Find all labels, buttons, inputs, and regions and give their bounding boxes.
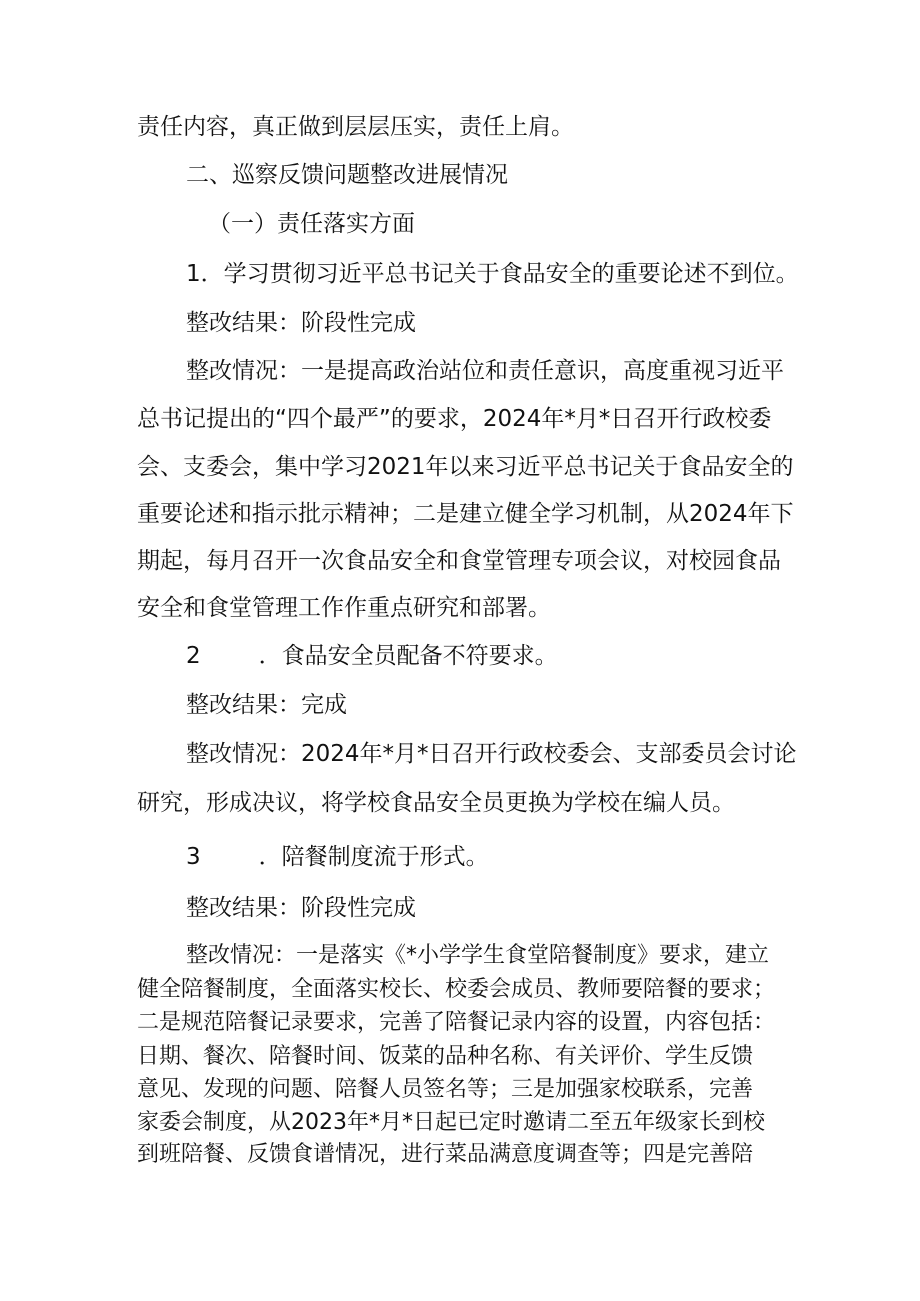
paragraph-line: 整改情况：一是落实《*小学学生食堂陪餐制度》要求，建立 <box>186 943 770 968</box>
paragraph-line: 二是规范陪餐记录要求，完善了陪餐记录内容的设置，内容包括： <box>137 1010 776 1035</box>
item-number: 3 <box>186 844 201 870</box>
paragraph-line: 安全和食堂管理工作作重点研究和部署。 <box>137 595 551 621</box>
paragraph-line: 整改情况：2024年*月*日召开行政校委会、支部委员会讨论 <box>186 741 797 767</box>
item-heading <box>186 641 558 671</box>
result-line: 整改结果：阶段性完成 <box>186 310 416 336</box>
paragraph-line: 整改情况：一是提高政治站位和责任意识，高度重视习近平 <box>186 358 784 384</box>
paragraph-line: 意见、发现的问题、陪餐人员签名等；三是加强家校联系，完善 <box>137 1077 754 1102</box>
result-line: 整改结果：完成 <box>186 692 347 718</box>
paragraph-line: 责任内容，真正做到层层压实，责任上肩。 <box>137 114 574 140</box>
paragraph-line: 重要论述和指示批示精神；二是建立健全学习机制，从2024年下 <box>137 501 794 527</box>
item-heading: 1．学习贯彻习近平总书记关于食品安全的重要论述不到位。 <box>186 261 799 287</box>
section-heading: 二、巡察反馈问题整改进展情况 <box>186 162 508 188</box>
item-number: 2 <box>186 643 201 669</box>
paragraph-line: 家委会制度，从2023年*月*日起已定时邀请二至五年级家长到校 <box>137 1110 765 1135</box>
item-title: ．陪餐制度流于形式。 <box>258 844 489 870</box>
item-title: ．食品安全员配备不符要求。 <box>258 643 558 669</box>
item-heading <box>186 842 489 872</box>
paragraph-line: 会、支委会，集中学习2021年以来习近平总书记关于食品安全的 <box>137 454 794 480</box>
paragraph-line: 总书记提出的“四个最严”的要求，2024年*月*日召开行政校委 <box>137 406 772 432</box>
paragraph-line: 日期、餐次、陪餐时间、饭菜的品种名称、有关评价、学生反馈 <box>137 1044 754 1069</box>
paragraph-line: 期起，每月召开一次食品安全和食堂管理专项会议，对校园食品 <box>137 548 781 574</box>
paragraph-line: 到班陪餐、反馈食谱情况，进行菜品满意度调查等；四是完善陪 <box>137 1142 754 1167</box>
result-line: 整改结果：阶段性完成 <box>186 895 416 921</box>
paragraph-line: 研究，形成决议，将学校食品安全员更换为学校在编人员。 <box>137 790 735 816</box>
paragraph-line: 健全陪餐制度，全面落实校长、校委会成员、教师要陪餐的要求； <box>137 977 776 1002</box>
subsection-heading: （一）责任落实方面 <box>208 211 415 237</box>
